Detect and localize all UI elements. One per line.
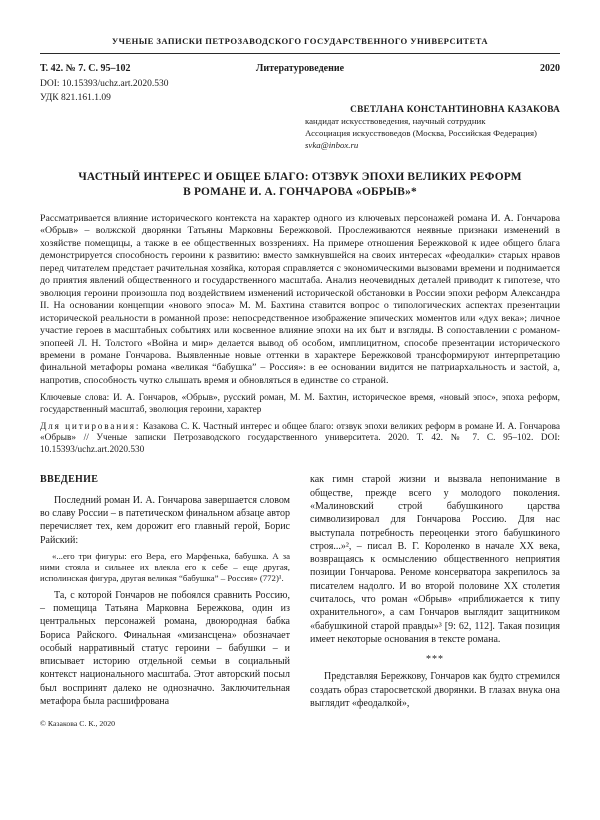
article-title-line-1: ЧАСТНЫЙ ИНТЕРЕС И ОБЩЕЕ БЛАГО: ОТЗВУК ЭПОХИ ВЕЛИКИХ РЕФОРМ [78,171,522,183]
block-quote: «...его три фигуры: его Вера, его Марфенька, бабушка. А за ними стояла и сильнее их влекла его к себе – еще другая, исполинская фигура, другая великая “бабушка” – Россия» (772)¹. [40,550,290,584]
section-separator: *** [426,654,444,666]
abstract-text: Рассматривается влияние исторического контекста на характер одного из ключевых персонажей романа И. А. Гончарова «Обрыв» – волжской дворянки Татьяны Марковны Бережковой. Прослеживаются неявные признаки изменений в хозяйстве помещицы, а также в ее общественных воззрениях. На примере отношения Бережковой к идее общего блага демонстрируется способность героини к развитию: вместо замкнувшейся на своих интересах «феодалки» старых нравов перед читателем предстает рачительная хозяйка, которая справляется с экономическими вызовами времени и поднимается до приятия явлений общественного и государственного масштаба. Анализ неочевидных деталей приводит к гипотезе, что эволюция героини произошла под воздействием изменений исторической обстановки в России эпохи реформ Александра II. На основании концепции «нового эпоса» М. М. Бахтина ставится вопрос о типологических аспектах презентации исторической реальности в романной прозе: непосредственное изображение эпических моментов или «дух века»; личное участие героев в масштабных событиях или косвенное влияние эпохи на их быт и взгляды. В сопоставлении с романом-эпопеей Л. Н. Толстого «Война и мир» делается вывод об особом, имплицитном, способе презентации исторического времени в романе Гончарова. Выявленные новые оттенки в характере Бережковой трансформируют интерпретацию финальной метафоры романа «великая “бабушка” – Россия»: в ее основании видится не патриархальность и застой, а, напротив, способность чутко слышать время и обновляться в единстве со страной. [40,213,560,386]
author-degree: кандидат искусствоведения, научный сотрудник [305,116,486,126]
keywords-label: Ключевые слова: [40,393,110,404]
paragraph-left-1: Последний роман И. А. Гончарова завершается словом во славу России – в патетическом финальном абзаце автор перечисляет тех, кем дорожит его главный герой, Борис Райский: [40,494,290,546]
author-block [305,105,560,151]
two-column-body [40,473,560,730]
citation-label: Для цитирования: [40,421,141,432]
doi-line: DOI: 10.15393/uchz.art.2020.530 [40,79,169,89]
journal-title: УЧЕНЫЕ ЗАПИСКИ ПЕТРОЗАВОДСКОГО ГОСУДАРСТВЕННОГО УНИВЕРСИТЕТА [111,36,489,46]
article-title-line-2: В РОМАНЕ И. А. ГОНЧАРОВА «ОБРЫВ»* [183,186,417,198]
article-title [40,170,560,200]
section-label: Литературоведение [255,63,345,74]
citation-block [40,422,560,457]
citation-text: Казакова С. К. Частный интерес и общее благо: отзвук эпохи великих реформ в романе И. А. Гончарова «Обрыв» // Ученые записки Петрозаводского государственного университета. 2020. Т. 42. № 7. С. 95–102. DOI: 10.15393/uchz.art.2020.530 [40,421,561,455]
paragraph-right-1: как гимн старой жизни и вызвала непонимание в обществе, прежде всего у молодого поколения. «Малиновский строй бабушкиного царства символизировал для Гончарова Россию. Для нас выступала потребность переоценки этого бабушкиного строя...»², – писал В. Г. Короленко в начале XX века, возвращаясь к осмыслению общественного неприятия позиции Гончарова. Реноме консерватора закрепилось за писателем надолго. И во второй половине XX столетия считалось, что роман «Обрыв» «приближается к типу охранительного», а сам Гончаров выглядит защитником «бабушкиной старой правды»³ [9: 62, 112]. Такая позиция имеет некоторые основания в тексте романа. [310,474,560,645]
keywords-block [40,393,560,416]
year-label: 2020 [539,63,560,74]
issue-info-row [40,63,560,74]
author-name: СВЕТЛАНА КОНСТАНТИНОВНА КАЗАКОВА [350,105,560,115]
keywords-text: И. А. Гончаров, «Обрыв», русский роман, М. М. Бахтин, историческое время, «новый эпос», эпоха реформ, государственный масштаб, эволюция героини, характер [40,393,560,415]
copyright-note: © Казакова С. К., 2020 [40,719,115,729]
paragraph-right-2: Представляя Бережкову, Гончаров как будто стремился создать образ старосветской дворянки. В глазах внука она выглядит «феодалкой», [310,671,560,710]
introduction-heading: ВВЕДЕНИЕ [40,474,99,486]
right-column [310,473,560,730]
author-email: svka@inbox.ru [305,140,359,150]
author-affiliation: Ассоциация искусствоведов (Москва, Российская Федерация) [305,128,537,138]
header-divider [40,53,560,54]
volume-pages: Т. 42. № 7. С. 95–102 [40,63,131,74]
paragraph-left-2: Та, с которой Гончаров не побоялся сравнить Россию, – помещица Татьяна Марковна Бережкова, один из центральных персонажей романа, двоюродная бабка Бориса Райского. Финальная «мизансцена» обозначает особый нарративный статус героини – бабушки – и вписывает историю отдельной семьи в социальный контекст национального масштаба. Этот авторский посыл был воспринят далеко не однозначно. Заключительная метафора была расшифрована [40,589,290,708]
udc-line: УДК 821.161.1.09 [40,93,111,103]
left-column [40,473,290,730]
